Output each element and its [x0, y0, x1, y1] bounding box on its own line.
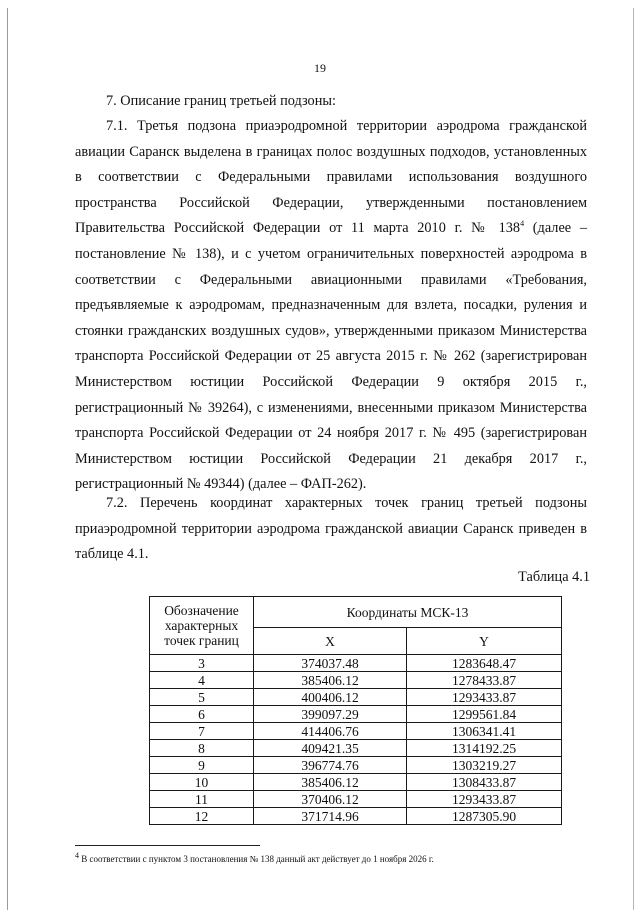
- table-row: [150, 740, 562, 757]
- x-cell: 374037.48: [254, 655, 407, 672]
- section-heading: [75, 89, 587, 115]
- paragraph-line: 7.1. Третья подзона приаэродромной территории аэродрома гражданской: [106, 118, 587, 134]
- y-cell: 1314192.25: [407, 740, 562, 757]
- coordinates-group-header: Координаты МСК-13: [254, 597, 562, 628]
- point-cell: 8: [150, 740, 254, 757]
- paragraph-line: приаэродромной территории аэродрома гражданской авиации Саранск приведен в: [75, 520, 587, 537]
- x-cell: 371714.96: [254, 808, 407, 825]
- x-cell: 399097.29: [254, 706, 407, 723]
- x-cell: 414406.76: [254, 723, 407, 740]
- paragraph-line: 7.2. Перечень координат характерных точек границ третьей подзоны: [106, 495, 587, 511]
- y-cell: 1293433.87: [407, 689, 562, 706]
- table-row: [150, 672, 562, 689]
- footnote-ref: 4: [520, 219, 525, 229]
- x-cell: 400406.12: [254, 689, 407, 706]
- coordinates-table: [149, 596, 562, 825]
- paragraph-line: в соответствии с Федеральными правилами использования воздушного: [75, 169, 587, 186]
- point-cell: 9: [150, 757, 254, 774]
- paragraph-7-1: [75, 114, 587, 498]
- paragraph-line: авиации Саранск выделена в границах полос воздушных подходов, установленных: [75, 143, 587, 160]
- y-cell: 1287305.90: [407, 808, 562, 825]
- paragraph-line: транспорта Российской Федерации от 25 августа 2015 г. № 262 (зарегистрирован: [75, 348, 587, 365]
- table-row: [150, 757, 562, 774]
- point-cell: 4: [150, 672, 254, 689]
- point-cell: 6: [150, 706, 254, 723]
- paragraph-line: Министерством юстиции Российской Федерации 21 декабря 2017 г.,: [75, 450, 587, 467]
- point-cell: 7: [150, 723, 254, 740]
- paragraph-7-2: [75, 491, 587, 568]
- footnote-text: В соответствии с пунктом 3 постановления № 138 данный акт действует до 1 ноября 2026 г.: [81, 854, 434, 864]
- table-row: [150, 655, 562, 672]
- point-cell: 10: [150, 774, 254, 791]
- table-caption: Таблица 4.1: [518, 569, 590, 585]
- point-cell: 11: [150, 791, 254, 808]
- footnote: [75, 851, 434, 864]
- footnote-divider: [75, 845, 260, 846]
- paragraph-line-with-footnote: [75, 216, 587, 242]
- paragraph-line: пространства Российской Федерации, утвержденными постановлением: [75, 194, 587, 211]
- footnote-marker: 4: [75, 851, 79, 860]
- table-row: [150, 791, 562, 808]
- paragraph-line: регистрационный № 39264), с изменениями, внесенными приказом Министерства: [75, 399, 587, 416]
- x-cell: 385406.12: [254, 774, 407, 791]
- table-row: [150, 706, 562, 723]
- y-cell: 1293433.87: [407, 791, 562, 808]
- x-cell: 409421.35: [254, 740, 407, 757]
- y-cell: 1283648.47: [407, 655, 562, 672]
- point-cell: 12: [150, 808, 254, 825]
- y-cell: 1299561.84: [407, 706, 562, 723]
- paragraph-line: регистрационный № 49344) (далее – ФАП-262).: [75, 476, 367, 493]
- x-column-header: X: [254, 628, 407, 655]
- paragraph-line: транспорта Российской Федерации от 24 ноября 2017 г. № 495 (зарегистрирован: [75, 425, 587, 442]
- y-cell: 1303219.27: [407, 757, 562, 774]
- page-number: 19: [314, 61, 326, 75]
- y-column-header: Y: [407, 628, 562, 655]
- table-row: [150, 808, 562, 825]
- y-cell: 1308433.87: [407, 774, 562, 791]
- heading-text: 7. Описание границ третьей подзоны:: [106, 93, 336, 109]
- paragraph-line: Министерством юстиции Российской Федерации 9 октября 2015 г.,: [75, 373, 587, 390]
- y-cell: 1278433.87: [407, 672, 562, 689]
- paragraph-line: таблице 4.1.: [75, 546, 149, 563]
- point-cell: 3: [150, 655, 254, 672]
- paragraph-line: стоянки гражданских воздушных судов», утвержденными приказом Министерства: [75, 322, 587, 339]
- x-cell: 396774.76: [254, 757, 407, 774]
- x-cell: 370406.12: [254, 791, 407, 808]
- paragraph-line: постановление № 138), и с учетом ограничительных поверхностей аэродрома в: [75, 245, 587, 262]
- x-cell: 385406.12: [254, 672, 407, 689]
- table-row: [150, 689, 562, 706]
- paragraph-line-tail: (далее –: [532, 220, 587, 237]
- y-cell: 1306341.41: [407, 723, 562, 740]
- point-cell: 5: [150, 689, 254, 706]
- table-row: [150, 774, 562, 791]
- paragraph-line: соответствии с Федеральными авиационными правилами «Требования,: [75, 271, 587, 288]
- paragraph-line-text: Правительства Российской Федерации от 11 марта 2010 г. № 138: [75, 220, 521, 237]
- paragraph-line: предъявляемые к аэродромам, предназначенным для взлета, посадки, руления и: [75, 297, 587, 314]
- point-label-header: Обозначение характерных точек границ: [150, 597, 254, 655]
- table-row: [150, 723, 562, 740]
